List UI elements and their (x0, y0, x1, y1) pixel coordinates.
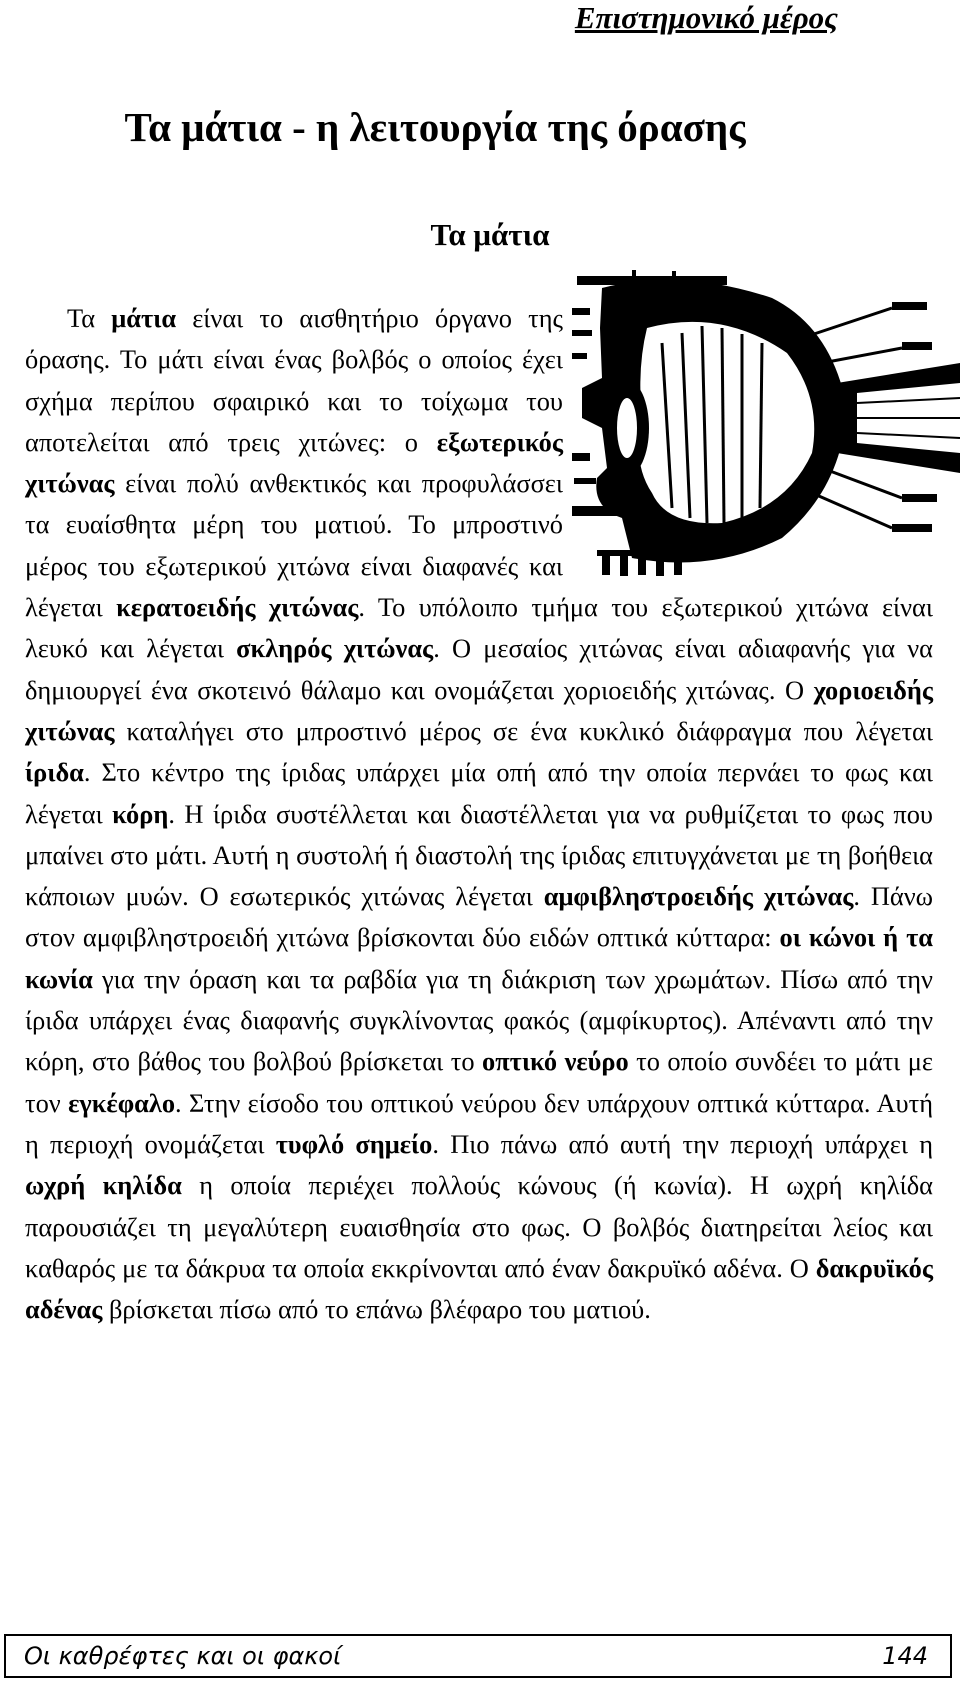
text-run: . Το υπόλοιπο τμήμα του εξωτερικού χιτώνα είναι λευκό και λέγεται (25, 592, 933, 664)
text-run: . Η ίριδα συστέλλεται και διαστέλλεται για να ρυθμίζεται το φως που μπαίνει στο μάτι. Αυτή η συστολή ή διαστολή της ίριδας επιτυγχάνεται με τη βοήθεια κάποιων μυών. Ο εσωτερικός χιτώνας λέγεται (25, 798, 933, 912)
bold-term: κερατοειδής χιτώνας (116, 592, 359, 623)
bold-term: αμφιβληστροειδής χιτώνας (543, 881, 854, 912)
section-subtitle-text: Τα μάτια (430, 217, 550, 252)
text-run: . Ο μεσαίος χιτώνας είναι αδιαφανής για να δημιουργεί ένα σκοτεινό θάλαμο και ονομάζεται χοριοειδής χιτώνας. Ο (25, 633, 933, 705)
text-run: για την όραση και τα ραβδία για τη διάκριση των χρωμάτων. Πίσω από την ίριδα υπάρχει ένας διαφανής συγκλίνοντας φακός (αμφίκυρτος). Απέναντι από την κόρη, στο βάθος του βολβού βρίσκεται το (25, 963, 933, 1077)
text-run: είναι πολύ ανθεκτικός και προφυλάσσει τα ευαίσθητα μέρη του ματιού. Το μπροστινό μέρος του εξωτερικού χιτώνα είναι διαφανές και λέγεται (25, 468, 563, 623)
text-run: Τα (67, 303, 112, 333)
page-title (0, 103, 960, 151)
text-run: είναι το αισθητήριο όργανο της όρασης. Το μάτι είναι ένας βολβός ο οποίος έχει σχήμα περίπου σφαιρικό και το τοίχωμα του αποτελείται από τρεις χιτώνες: ο (25, 303, 563, 457)
text-run: . Στο κέντρο της ίριδας υπάρχει μία οπή από την οποία περνάει το φως και λέγεται (25, 757, 933, 829)
footer-page-number: 144 (882, 1642, 928, 1670)
text-run: καταλήγει στο μπροστινό μέρος σε ένα κυκλικό διάφραγμα που λέγεται (114, 715, 933, 746)
bold-term: σκληρός χιτώνας (236, 633, 434, 664)
text-run: . Στην είσοδο του οπτικού νεύρου δεν υπάρχουν οπτικά κύτταρα. Αυτή η περιοχή ονομάζεται (25, 1087, 933, 1159)
text-run: η οποία περιέχει πολλούς κώνους (ή κωνία). Η ωχρή κηλίδα παρουσιάζει τη μεγαλύτερη ευαισθησία στο φως. Ο βολβός διατηρείται λείος και καθαρός με τα δάκρυα τα οποία εκκρίνονται από έναν δακρυϊκό αδένα. Ο (25, 1170, 934, 1283)
bold-term: χοριοειδής χιτώνας (25, 674, 933, 746)
text-run: . Πιο πάνω από αυτή την περιοχή υπάρχει η (432, 1128, 934, 1159)
section-label: Επιστημονικό μέρος (574, 0, 838, 35)
page-footer (4, 1634, 952, 1678)
text-run: το οποίο συνδέει το μάτι με τον (25, 1046, 933, 1118)
bold-term: οπτικό νεύρο (482, 1046, 629, 1077)
bold-term: εγκέφαλο (68, 1087, 176, 1118)
figure-wrap-space (563, 288, 933, 573)
text-run: . Πάνω στον αμφιβληστροειδή χιτώνα βρίσκονται δύο ειδών οπτικά κύτταρα: (25, 881, 934, 953)
bold-term: κόρη (112, 798, 169, 829)
footer-book-title: Οι καθρέφτες και οι φακοί (24, 1642, 342, 1670)
page-title-text: Τα μάτια - η λειτουργία της όρασης (124, 104, 746, 150)
bold-term: οι κώνοι ή τα κωνία (25, 922, 933, 994)
body-paragraph (25, 298, 933, 1330)
bold-term: ωχρή κηλίδα (25, 1170, 182, 1201)
section-subtitle (0, 217, 960, 253)
bold-term: τυφλό σημείο (275, 1128, 433, 1159)
bold-term: μάτια (111, 303, 177, 333)
bold-term: δακρυϊκός αδένας (25, 1252, 933, 1325)
text-run: βρίσκεται πίσω από το επάνω βλέφαρο του ματιού. (102, 1294, 651, 1325)
bold-term: εξωτερικός χιτώνας (25, 426, 563, 499)
bold-term: ίριδα (25, 757, 84, 788)
